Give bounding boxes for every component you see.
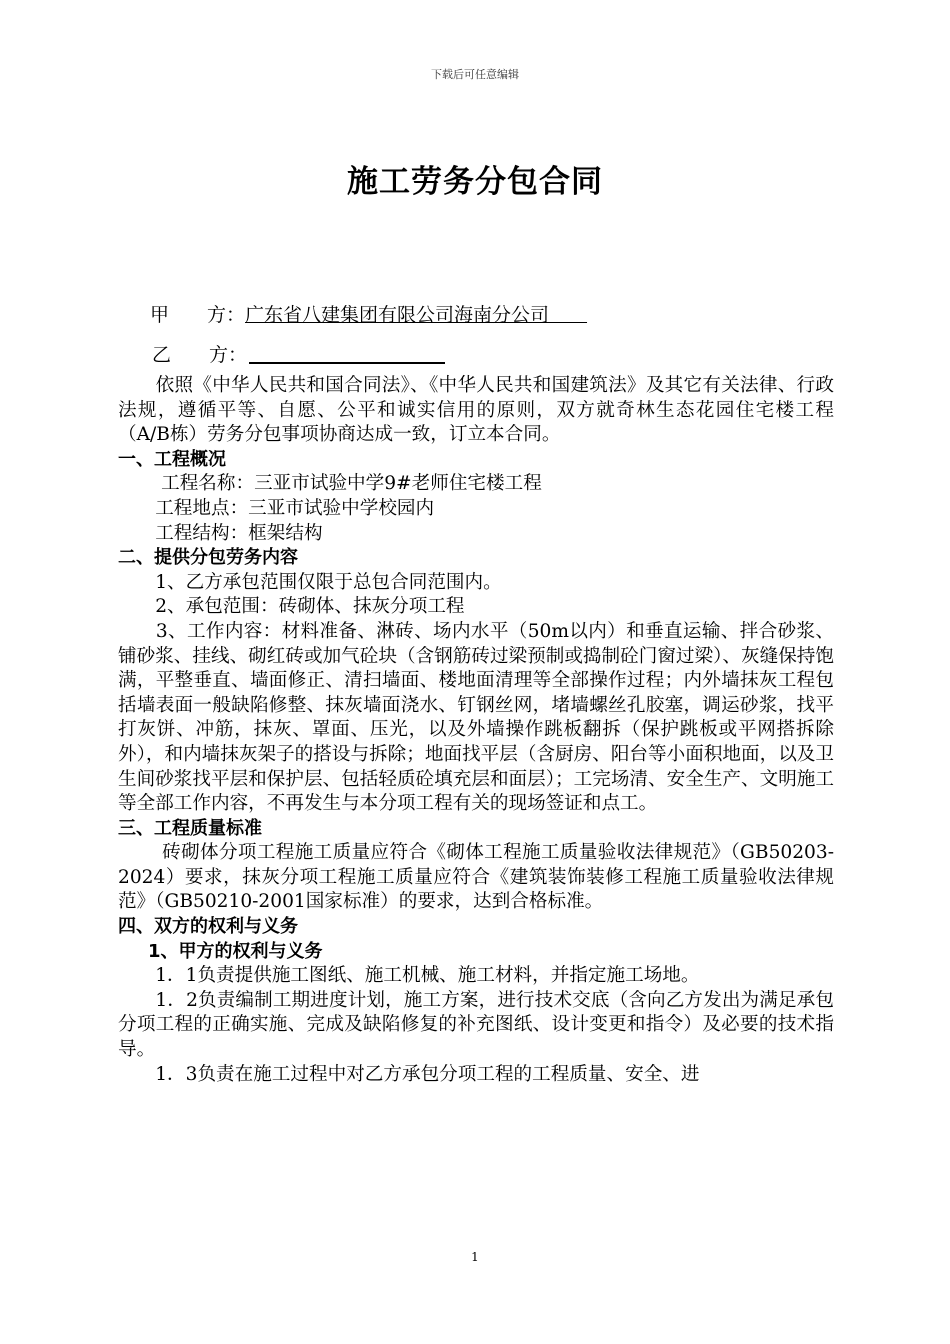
- scope-item-3: 3、工作内容：材料准备、淋砖、场内水平（50m以内）和垂直运输、拌合砂浆、铺砂浆、挂线、砌红砖或加气砼块（含钢筋砖过梁预制或捣制砼门窗过梁）、灰缝保持饱满，平整垂直、墙面修正、清扫墙面、楼地面清理等全部操作过程；内外墙抹灰工程包括墙表面一般缺陷修整、抹灰墙面浇水、钉钢丝网，堵墙螺丝孔胶塞，调运砂浆，找平打灰饼、冲筋，抹灰、罩面、压光，以及外墙操作跳板翻拆（保护跳板或平网搭拆除外），和内墙抹灰架子的搭设与拆除；地面找平层（含厨房、阳台等小面积地面，以及卫生间砂浆找平层和保护层、包括轻质砼填充层和面层）；工完场清、安全生产、文明施工等全部工作内容，不再发生与本分项工程有关的现场签证和点工。: [118, 620, 834, 815]
- party-a-label: 甲 方：: [150, 304, 246, 326]
- section-heading-3: 三、工程质量标准: [118, 817, 262, 839]
- scope-item-1: 1、乙方承包范围仅限于总包合同范围内。: [118, 571, 502, 593]
- project-structure: 工程结构：框架结构: [118, 522, 323, 544]
- party-b-label: 乙 方：: [152, 344, 248, 366]
- party-a-name: 广东省八建集团有限公司海南分公司: [245, 304, 588, 326]
- page-number: 1: [471, 1250, 479, 1264]
- quality-paragraph: 砖砌体分项工程施工质量应符合《砌体工程施工质量验收法律规范》（GB50203-2024）要求，抹灰分项工程施工质量应符合《建筑装饰装修工程施工质量验收法律规范》（GB50210-2001国家标准）的要求，达到合格标准。: [118, 842, 834, 913]
- subsection-heading-4-1: 1、甲方的权利与义务: [148, 940, 323, 962]
- clause-1-1: 1．1负责提供施工图纸、施工机械、施工材料，并指定施工场地。: [118, 965, 700, 987]
- party-b-blank: [249, 348, 445, 364]
- party-b-line: [152, 340, 445, 367]
- section-heading-4: 四、双方的权利与义务: [118, 916, 298, 938]
- section-heading-1: 一、工程概况: [118, 448, 226, 470]
- document-title: 施工劳务分包合同: [347, 164, 603, 200]
- party-a-line: [150, 300, 587, 327]
- clause-1-3: 1．3负责在施工过程中对乙方承包分项工程的工程质量、安全、进: [118, 1063, 700, 1085]
- clause-1-2: 1．2负责编制工期进度计划，施工方案，进行技术交底（含向乙方发出为满足承包分项工程的正确实施、完成及缺陷修复的补充图纸、设计变更和指令）及必要的技术指导。: [118, 989, 834, 1061]
- contract-body: [118, 374, 834, 1087]
- scope-item-2: 2、承包范围：砖砌体、抹灰分项工程: [118, 596, 465, 618]
- project-name: 工程名称：三亚市试验中学9#老师住宅楼工程: [118, 473, 542, 495]
- header-note: 下载后可任意编辑: [431, 68, 519, 81]
- intro-paragraph: 依照《中华人民共和国合同法》、《中华人民共和国建筑法》及其它有关法律、行政法规，遵循平等、自愿、公平和诚实信用的原则，双方就奇林生态花园住宅楼工程（A/B栋）劳务分包事项协商达成一致，订立本合同。: [118, 375, 834, 446]
- project-site: 工程地点：三亚市试验中学校园内: [118, 497, 435, 519]
- section-heading-2: 二、提供分包劳务内容: [118, 547, 298, 569]
